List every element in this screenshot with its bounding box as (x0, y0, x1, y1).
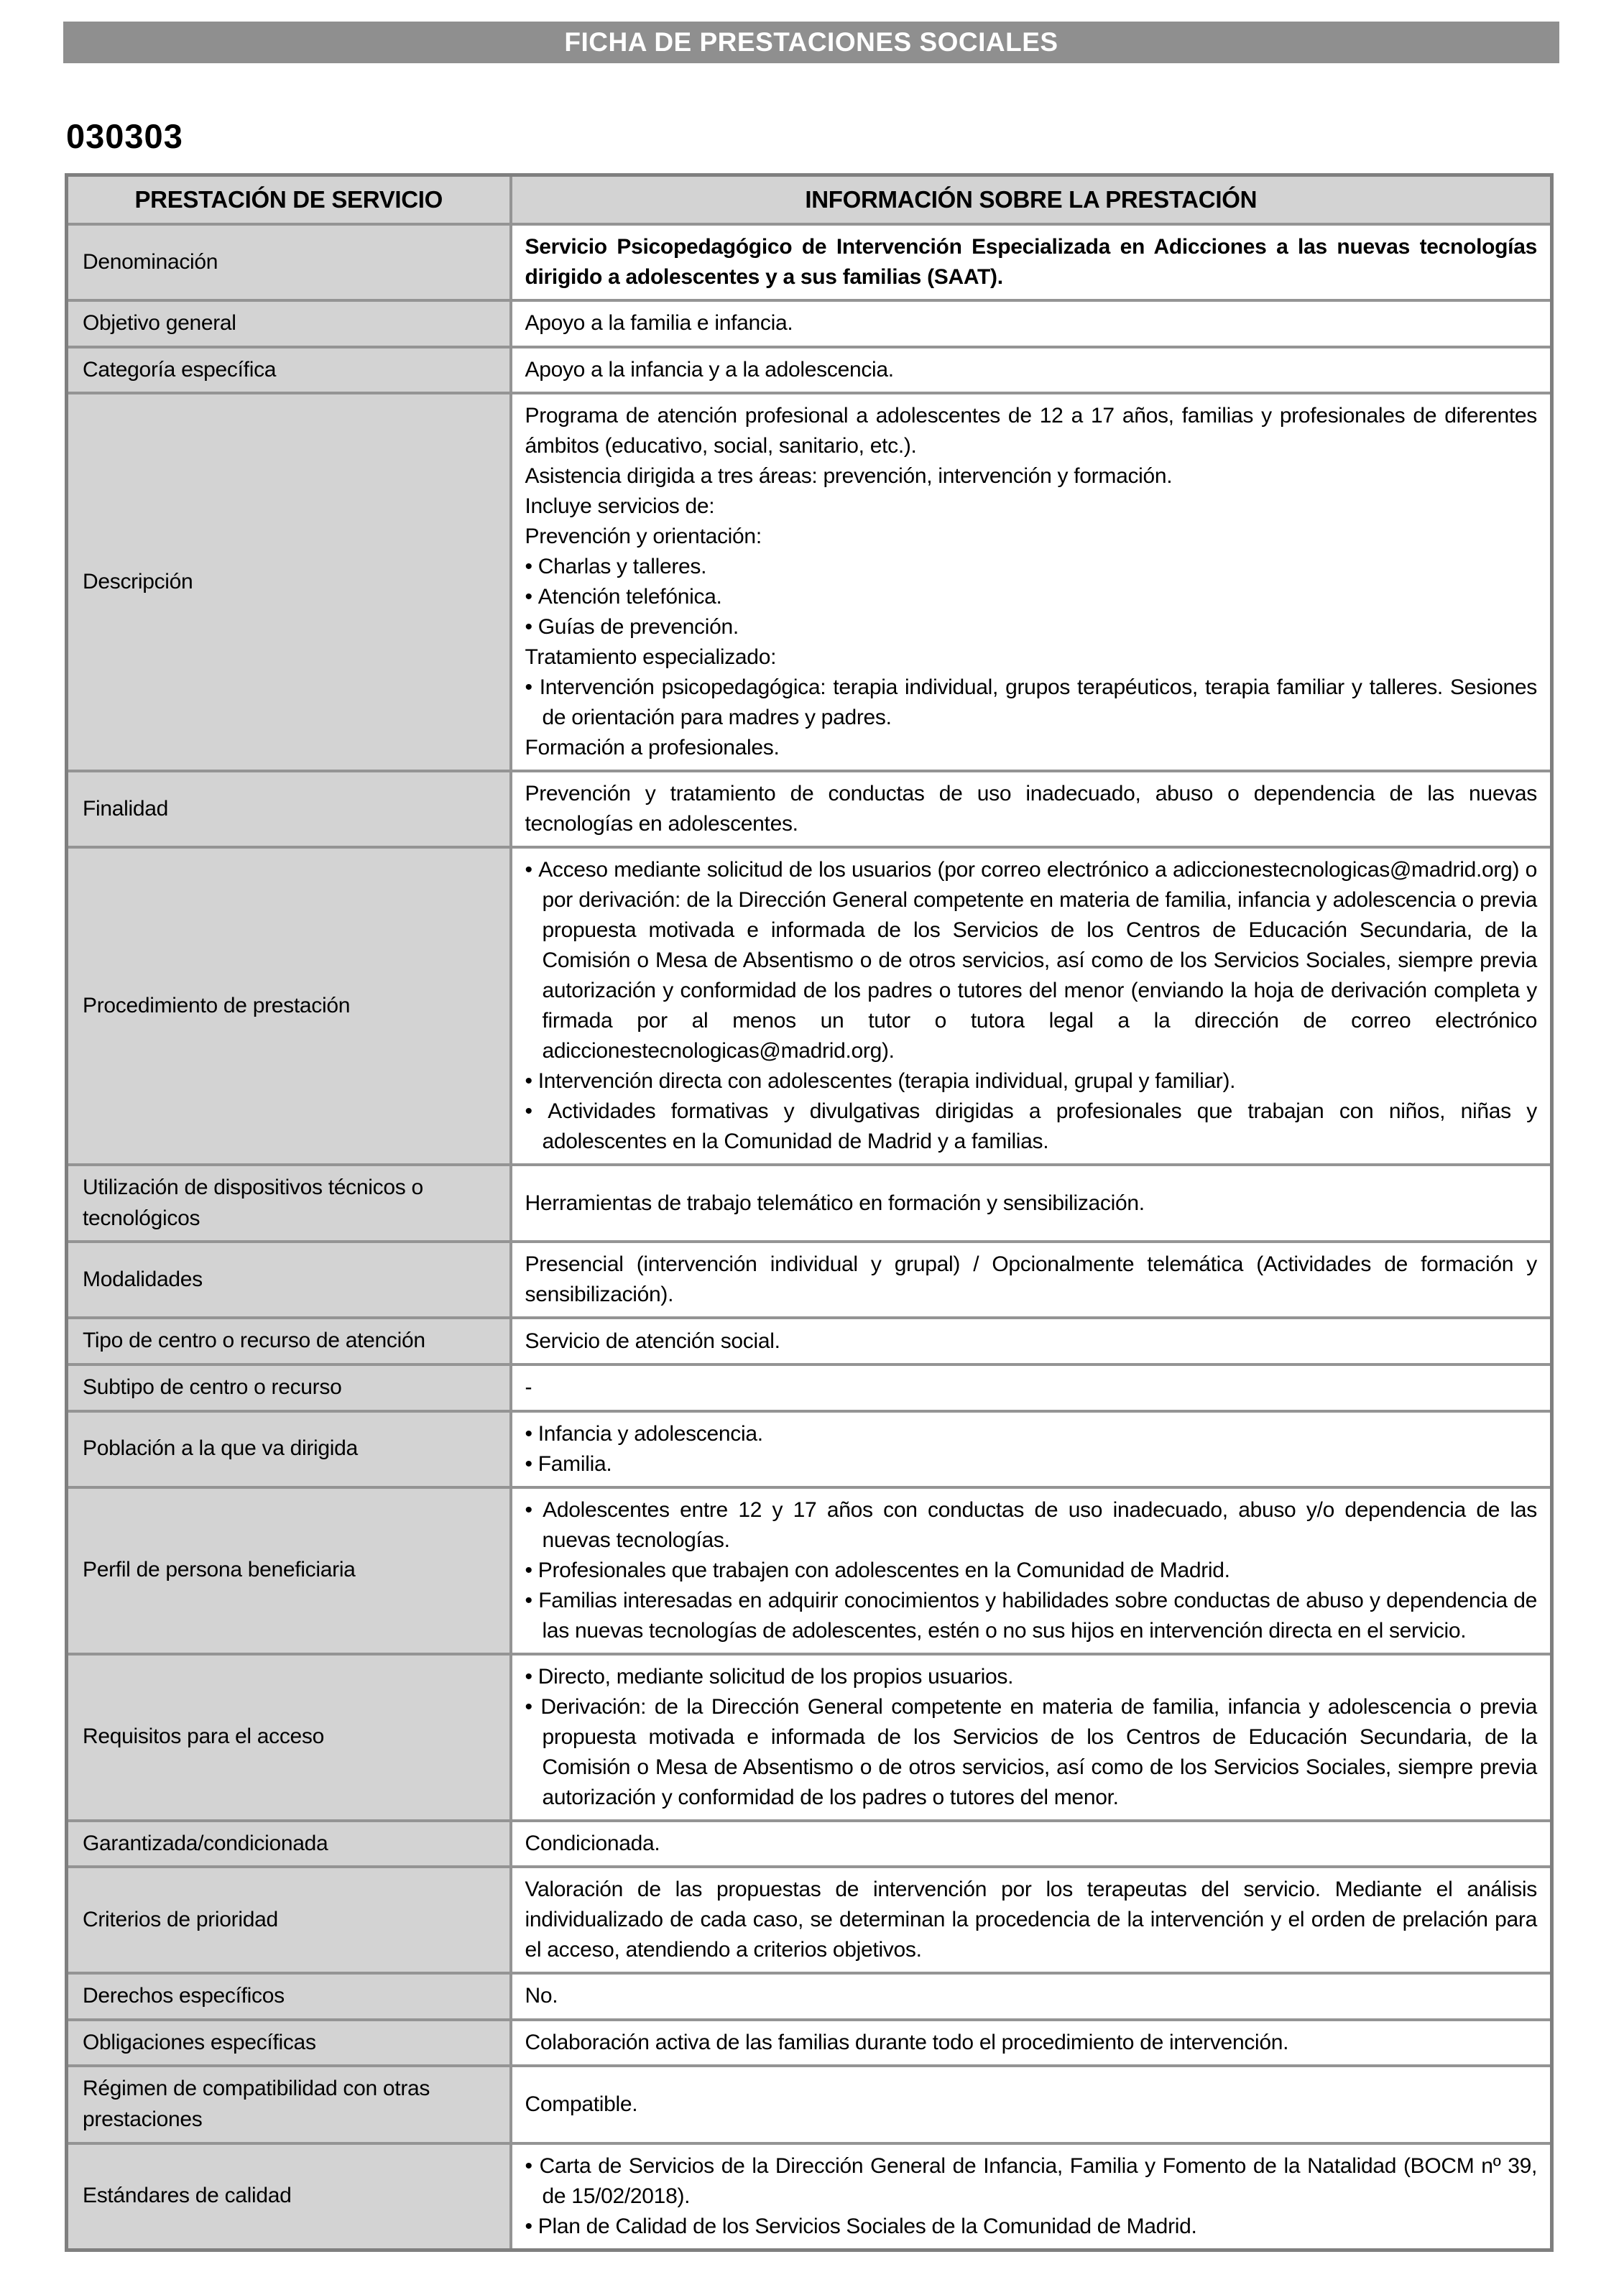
paragraph: Formación a profesionales. (525, 736, 780, 760)
row-value (511, 1821, 1552, 1867)
row-label: Procedimiento de prestación (67, 847, 511, 1165)
row-value (511, 1654, 1552, 1821)
paragraph: Tratamiento especializado: (525, 645, 777, 670)
header-prestacion-de-servicio: PRESTACIÓN DE SERVICIO (67, 175, 511, 225)
table-row (67, 2143, 1552, 2250)
bullet-item: • Plan de Calidad de los Servicios Sociales de la Comunidad de Madrid. (525, 2212, 1538, 2242)
row-label: Objetivo general (67, 300, 511, 347)
prestacion-table (65, 173, 1554, 2252)
paragraph: Prevención y orientación: (525, 525, 762, 549)
row-label: Población a la que va dirigida (67, 1411, 511, 1487)
paragraph: - (525, 1375, 532, 1400)
row-label: Garantizada/condicionada (67, 1821, 511, 1867)
row-value (511, 300, 1552, 347)
paragraph: Servicio Psicopedagógico de Intervención Especializada en Adicciones a las nuevas tecnologías dirigido a adolescentes y a sus familias (SAAT). (525, 235, 1537, 289)
bullet-item: • Derivación: de la Dirección General competente en materia de familia, infancia y adolescencia o previa propuesta motivada e informada de los Servicios de los Centros de Educación Secundaria, de la Comisión o Mesa de Absentismo o de otros servicios, así como de los Servicios Sociales, siempre previa autorización y conformidad de los padres o tutores del menor. (525, 1692, 1538, 1813)
document-banner (63, 22, 1559, 63)
row-label: Criterios de prioridad (67, 1867, 511, 1973)
row-label: Tipo de centro o recurso de atención (67, 1318, 511, 1364)
row-value (511, 347, 1552, 394)
bullet-item: • Intervención psicopedagógica: terapia individual, grupos terapéuticos, terapia familiar y talleres. Sesiones de orientación para madres y padres. (525, 673, 1538, 733)
table-row (67, 847, 1552, 1165)
header-informacion-sobre-la-prestacion: INFORMACIÓN SOBRE LA PRESTACIÓN (511, 175, 1552, 225)
row-label: Subtipo de centro o recurso (67, 1364, 511, 1411)
table-row (67, 1654, 1552, 1821)
paragraph: Servicio de atención social. (525, 1329, 780, 1353)
bullet-item: • Carta de Servicios de la Dirección General de Infancia, Familia y Fomento de la Natalidad (BOCM nº 39, de 15/02/2018). (525, 2151, 1538, 2212)
table-row (67, 300, 1552, 347)
bullet-item: • Actividades formativas y divulgativas dirigidas a profesionales que trabajan con niños, niñas y adolescentes en la Comunidad de Madrid y a familias. (525, 1096, 1538, 1157)
row-label: Estándares de calidad (67, 2143, 511, 2250)
paragraph: Apoyo a la familia e infancia. (525, 311, 793, 336)
row-value (511, 1867, 1552, 1973)
paragraph: Asistencia dirigida a tres áreas: prevención, intervención y formación. (525, 464, 1173, 489)
row-label: Régimen de compatibilidad con otras prestaciones (67, 2066, 511, 2143)
table-row (67, 1411, 1552, 1487)
paragraph: Presencial (intervención individual y grupal) / Opcionalmente telemática (Actividades de formación y sensibilización). (525, 1252, 1537, 1307)
row-value (511, 2020, 1552, 2067)
table-row (67, 1821, 1552, 1867)
table-row (67, 1242, 1552, 1318)
paragraph: Herramientas de trabajo telemático en formación y sensibilización. (525, 1191, 1145, 1215)
bullet-item: • Charlas y talleres. (525, 552, 1538, 582)
row-value (511, 1318, 1552, 1364)
table-row (67, 771, 1552, 847)
paragraph: Compatible. (525, 2092, 638, 2116)
row-label: Derechos específicos (67, 1973, 511, 2020)
row-value (511, 771, 1552, 847)
row-label: Descripción (67, 393, 511, 771)
table-row (67, 1165, 1552, 1242)
paragraph: Colaboración activa de las familias durante todo el procedimiento de intervención. (525, 2031, 1289, 2055)
row-label: Modalidades (67, 1242, 511, 1318)
row-value (511, 2066, 1552, 2143)
table-row (67, 1487, 1552, 1654)
row-label: Requisitos para el acceso (67, 1654, 511, 1821)
row-label: Perfil de persona beneficiaria (67, 1487, 511, 1654)
row-value (511, 1973, 1552, 2020)
table-row (67, 224, 1552, 300)
table-row (67, 2066, 1552, 2143)
table-row (67, 1364, 1552, 1411)
paragraph: Prevención y tratamiento de conductas de uso inadecuado, abuso o dependencia de las nuevas tecnologías en adolescentes. (525, 782, 1537, 836)
row-label: Finalidad (67, 771, 511, 847)
paragraph: Condicionada. (525, 1831, 660, 1855)
bullet-item: • Profesionales que trabajen con adolescentes en la Comunidad de Madrid. (525, 1556, 1538, 1586)
paragraph: Apoyo a la infancia y a la adolescencia. (525, 357, 894, 382)
table-row (67, 1867, 1552, 1973)
bullet-item: • Familia. (525, 1449, 1538, 1479)
bullet-item: • Atención telefónica. (525, 582, 1538, 612)
table-header-row (67, 175, 1552, 225)
row-value (511, 224, 1552, 300)
paragraph: Programa de atención profesional a adolescentes de 12 a 17 años, familias y profesionales de diferentes ámbitos (educativo, social, sanitario, etc.). (525, 404, 1537, 458)
row-value (511, 847, 1552, 1165)
paragraph: Incluye servicios de: (525, 494, 715, 519)
record-code: 030303 (66, 117, 183, 155)
bullet-item: • Familias interesadas en adquirir conocimientos y habilidades sobre conductas de abuso y dependencia de las nuevas tecnologías de adolescentes, estén o no sus hijos en intervención directa en el servicio. (525, 1586, 1538, 1646)
bullet-item: • Directo, mediante solicitud de los propios usuarios. (525, 1662, 1538, 1692)
row-label: Utilización de dispositivos técnicos o tecnológicos (67, 1165, 511, 1242)
table-row (67, 1318, 1552, 1364)
row-value (511, 1487, 1552, 1654)
table-row (67, 1973, 1552, 2020)
row-value (511, 1242, 1552, 1318)
bullet-item: • Adolescentes entre 12 y 17 años con conductas de uso inadecuado, abuso y/o dependencia de las nuevas tecnologías. (525, 1495, 1538, 1556)
bullet-item: • Guías de prevención. (525, 612, 1538, 642)
bullet-item: • Acceso mediante solicitud de los usuarios (por correo electrónico a adiccionestecnologicas@madrid.org) o por derivación: de la Dirección General competente en materia de familia, infancia y adolescencia o previa propuesta motivada e informada de los Servicios de los Centros de Educación Secundaria, de la Comisión o Mesa de Absentismo o de otros servicios, así como de los Servicios Sociales, siempre previa autorización y conformidad de los padres o tutores del menor (enviando la hoja de derivación completa y firmada por al menos un tutor o tutora legal a la dirección de correo electrónico adiccionestecnologicas@madrid.org). (525, 855, 1538, 1066)
row-label: Denominación (67, 224, 511, 300)
bullet-item: • Intervención directa con adolescentes (terapia individual, grupal y familiar). (525, 1066, 1538, 1096)
row-value (511, 1165, 1552, 1242)
row-value (511, 2143, 1552, 2250)
table-row (67, 2020, 1552, 2067)
bullet-item: • Infancia y adolescencia. (525, 1419, 1538, 1449)
row-value (511, 1411, 1552, 1487)
row-label: Categoría específica (67, 347, 511, 394)
row-label: Obligaciones específicas (67, 2020, 511, 2067)
banner-title: FICHA DE PRESTACIONES SOCIALES (564, 27, 1058, 57)
row-value (511, 393, 1552, 771)
paragraph: Valoración de las propuestas de intervención por los terapeutas del servicio. Mediante el análisis individualizado de cada caso, se determinan la procedencia de la intervención y el orden de prelación para el acceso, atendiendo a criterios objetivos. (525, 1878, 1537, 1962)
paragraph: No. (525, 1984, 558, 2008)
table-row (67, 347, 1552, 394)
row-value (511, 1364, 1552, 1411)
table-row (67, 393, 1552, 771)
